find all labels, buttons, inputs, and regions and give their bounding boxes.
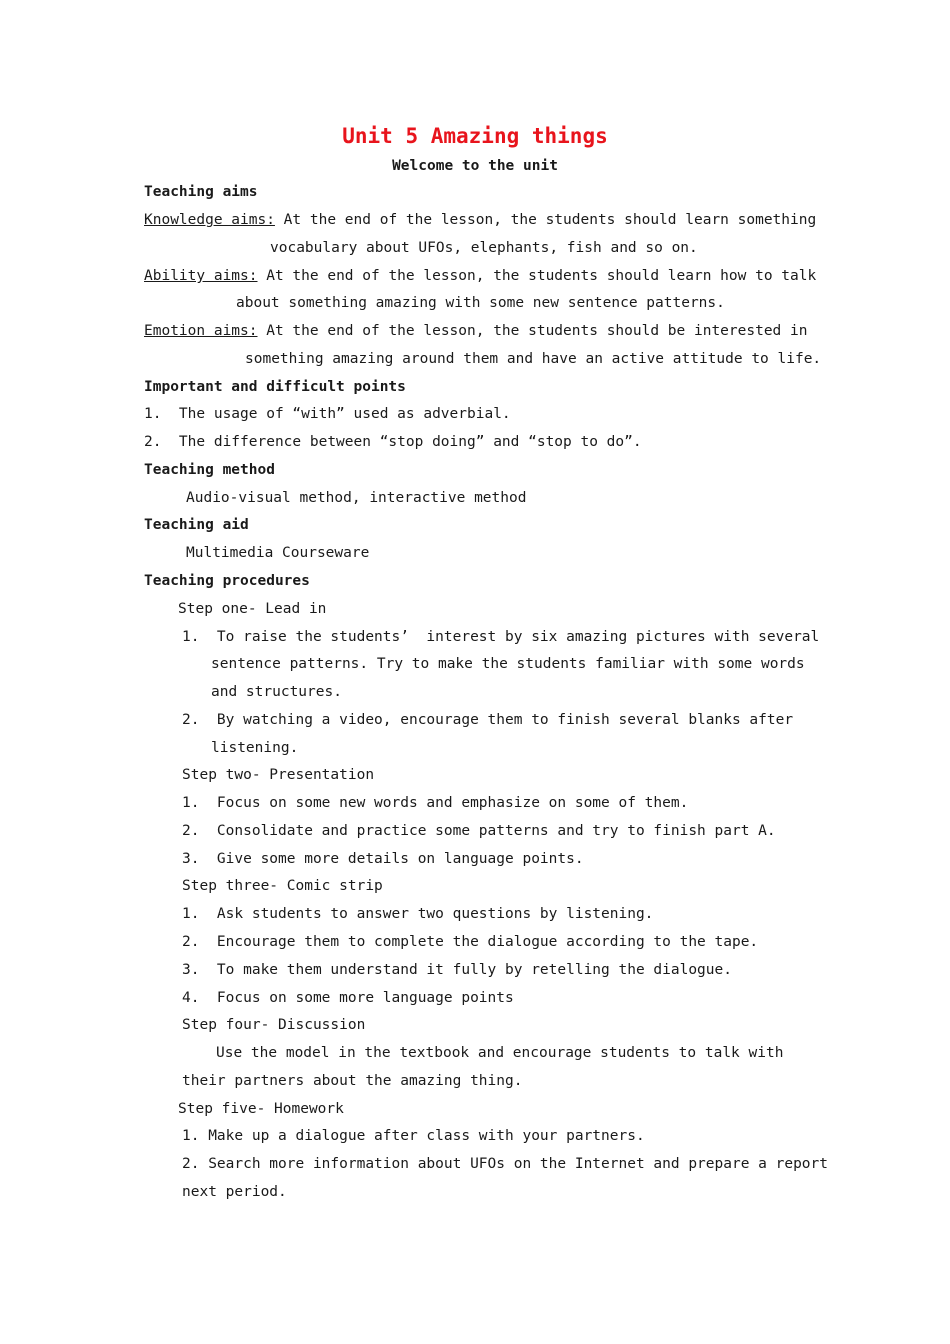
aid-text: Multimedia Courseware: [186, 545, 370, 561]
step-five-item-1: 1. Make up a dialogue after class with your partners.: [182, 1128, 645, 1144]
step-three-heading: Step three- Comic strip: [182, 878, 383, 894]
step-two-item-1: 1. Focus on some new words and emphasize on some of them.: [182, 795, 689, 811]
step-one-item-2-line-2: listening.: [211, 740, 299, 756]
step-two-item-3: 3. Give some more details on language points.: [182, 851, 584, 867]
emotion-aims-label: Emotion aims:: [144, 323, 258, 339]
point-item-1: 1. The usage of “with” used as adverbial.: [144, 406, 511, 422]
step-four-heading: Step four- Discussion: [182, 1017, 366, 1033]
ability-aims-line-1: [144, 267, 816, 285]
step-three-item-4: 4. Focus on some more language points: [182, 990, 514, 1006]
aid-heading: Teaching aid: [144, 517, 249, 533]
ability-aims-line-2: about something amazing with some new sentence patterns.: [236, 295, 725, 311]
emotion-aims-text: At the end of the lesson, the students should be interested in: [257, 323, 808, 339]
document-subtitle: Welcome to the unit: [392, 158, 558, 174]
step-three-item-1: 1. Ask students to answer two questions by listening.: [182, 906, 654, 922]
points-heading: Important and difficult points: [144, 379, 406, 395]
method-text: Audio-visual method, interactive method: [186, 490, 527, 506]
step-one-item-1-line-2: sentence patterns. Try to make the students familiar with some words: [211, 656, 805, 672]
point-item-2: 2. The difference between “stop doing” and “stop to do”.: [144, 434, 642, 450]
step-four-text-line-1: Use the model in the textbook and encourage students to talk with: [216, 1045, 784, 1061]
step-two-item-2: 2. Consolidate and practice some patterns and try to finish part A.: [182, 823, 776, 839]
knowledge-aims-label: Knowledge aims:: [144, 212, 275, 228]
ability-aims-label: Ability aims:: [144, 268, 258, 284]
teaching-aims-heading: Teaching aims: [144, 184, 258, 200]
step-five-item-2-line-1: 2. Search more information about UFOs on the Internet and prepare a report: [182, 1156, 829, 1172]
step-five-item-2-line-2: next period.: [182, 1184, 287, 1200]
knowledge-aims-text: At the end of the lesson, the students should learn something: [274, 212, 817, 228]
document-title: Unit 5 Amazing things: [342, 124, 608, 148]
procedures-heading: Teaching procedures: [144, 573, 310, 589]
emotion-aims-line-2: something amazing around them and have an active attitude to life.: [245, 351, 822, 367]
step-two-heading: Step two- Presentation: [182, 767, 375, 783]
emotion-aims-line-1: [144, 322, 807, 340]
step-four-text-line-2: their partners about the amazing thing.: [182, 1073, 523, 1089]
knowledge-aims-line-1: [144, 211, 817, 229]
step-one-item-1-line-1: 1. To raise the students’ interest by six amazing pictures with several: [182, 629, 820, 645]
step-three-item-3: 3. To make them understand it fully by retelling the dialogue.: [182, 962, 732, 978]
knowledge-aims-line-2: vocabulary about UFOs, elephants, fish and so on.: [270, 240, 698, 256]
ability-aims-text: At the end of the lesson, the students should learn how to talk: [257, 268, 817, 284]
step-five-heading: Step five- Homework: [178, 1101, 344, 1117]
step-one-heading: Step one- Lead in: [178, 601, 327, 617]
method-heading: Teaching method: [144, 462, 275, 478]
step-three-item-2: 2. Encourage them to complete the dialogue according to the tape.: [182, 934, 759, 950]
step-one-item-2-line-1: 2. By watching a video, encourage them to finish several blanks after: [182, 712, 794, 728]
step-one-item-1-line-3: and structures.: [211, 684, 342, 700]
